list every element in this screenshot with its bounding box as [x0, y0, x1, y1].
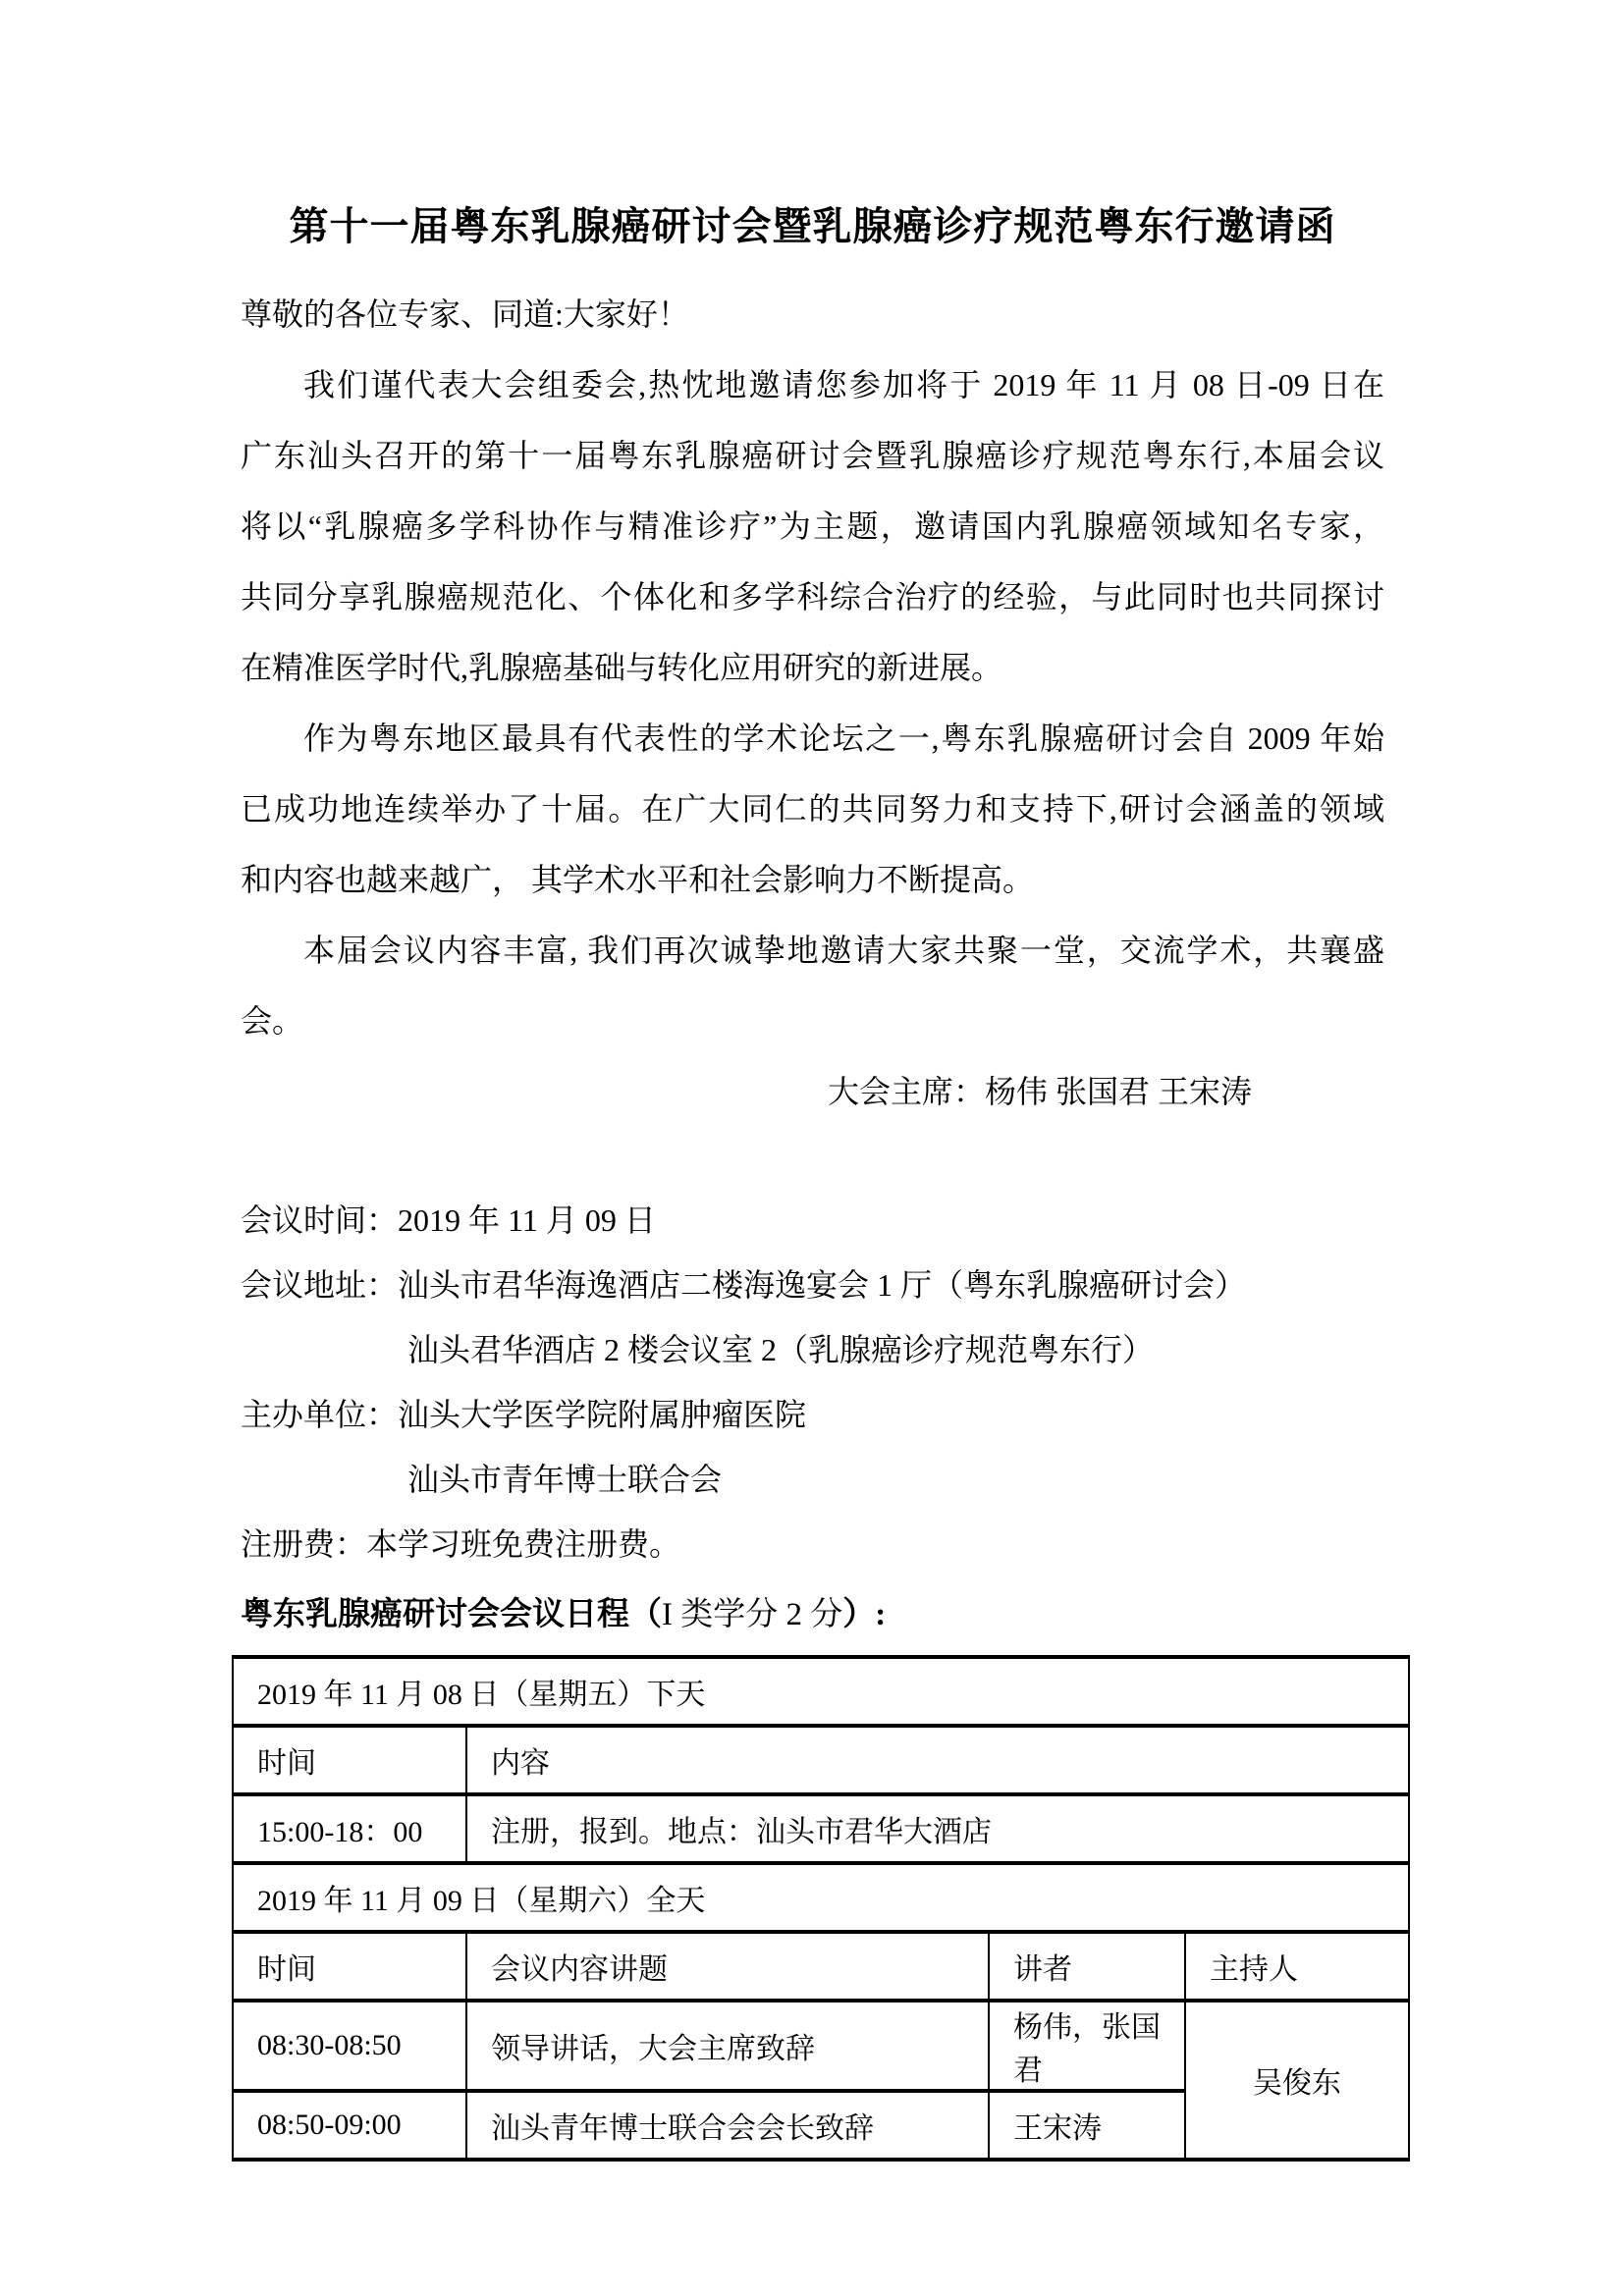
- meeting-address-line-2: 汕头君华酒店 2 楼会议室 2（乳腺癌诊疗规范粤东行）: [407, 1332, 1155, 1367]
- meeting-address-line-1: 会议地址：汕头市君华海逸酒店二楼海逸宴会 1 厅（粤东乳腺癌研讨会）: [241, 1267, 1247, 1303]
- meeting-time-line: 会议时间：2019 年 11 月 09 日: [241, 1202, 656, 1238]
- salutation-line: 尊敬的各位专家、同道:大家好！: [241, 296, 689, 332]
- day2-date-header: 2019 年 11 月 09 日（星期六）全天: [233, 1863, 1409, 1932]
- day1-col-content: 内容: [466, 1726, 1409, 1794]
- document-title: 第十一届粤东乳腺癌研讨会暨乳腺癌诊疗规范粤东行邀请函: [289, 204, 1336, 248]
- body-line: 在精准医学时代,乳腺癌基础与转化应用研究的新进展。: [241, 650, 1003, 685]
- organizer-line-2: 汕头市青年博士联合会: [407, 1462, 723, 1497]
- body-line: 我们谨代表大会组委会,热忱地邀请您参加将于 2019 年 11 月 08 日-09 日在: [303, 367, 1384, 402]
- day2-row1-speaker: 杨伟，张国君: [989, 2001, 1185, 2091]
- conference-chairs-line: 大会主席：杨伟 张国君 王宋涛: [828, 1074, 1253, 1109]
- body-line: 已成功地连续举办了十届。在广大同仁的共同努力和支持下,研讨会涵盖的领域: [241, 791, 1384, 827]
- body-line: 作为粤东地区最具有代表性的学术论坛之一,粤东乳腺癌研讨会自 2009 年始: [303, 721, 1384, 756]
- day2-host-cell: 吴俊东: [1185, 2001, 1409, 2160]
- organizer-line-1: 主办单位：汕头大学医学院附属肿瘤医院: [241, 1397, 807, 1432]
- day2-col-speaker: 讲者: [989, 1932, 1185, 2001]
- day2-date-row: [233, 1863, 1409, 1932]
- day1-date-header: 2019 年 11 月 08 日（星期五）下天: [233, 1657, 1409, 1726]
- day1-date-row: [233, 1657, 1409, 1726]
- meeting-info-block: [241, 1188, 1384, 1576]
- schedule-heading-credit: I 类学分 2 分: [662, 1597, 843, 1632]
- body-line: 将以“乳腺癌多学科协作与精准诊疗”为主题，邀请国内乳腺癌领域知名专家，: [241, 508, 1384, 544]
- body-line: 会。: [241, 1003, 304, 1039]
- body-line: 广东汕头召开的第十一届粤东乳腺癌研讨会暨乳腺癌诊疗规范粤东行,本届会议: [241, 438, 1384, 473]
- body-line: 共同分享乳腺癌规范化、个体化和多学科综合治疗的经验，与此同时也共同探讨: [241, 579, 1384, 614]
- schedule-table: [232, 1655, 1410, 2162]
- paragraph-1: [241, 349, 1384, 703]
- day2-row2-speaker: 王宋涛: [989, 2091, 1185, 2160]
- day2-column-header-row: [233, 1932, 1409, 2001]
- schedule-heading: [241, 1582, 1384, 1647]
- body-line: 本届会议内容丰富, 我们再次诚挚地邀请大家共聚一堂，交流学术，共襄盛: [303, 933, 1384, 968]
- day2-col-host: 主持人: [1185, 1932, 1409, 2001]
- day1-row-time: 15:00-18：00: [233, 1794, 466, 1863]
- day2-row2-topic: 汕头青年博士联合会会长致辞: [466, 2091, 989, 2160]
- day2-row1-time: 08:30-08:50: [233, 2001, 466, 2091]
- day1-column-header-row: [233, 1726, 1409, 1794]
- day2-col-time: 时间: [233, 1932, 466, 2001]
- day2-col-topic: 会议内容讲题: [466, 1932, 989, 2001]
- day1-row-content: 注册，报到。地点：汕头市君华大酒店: [466, 1794, 1409, 1863]
- schedule-heading-bold-end: ）:: [842, 1597, 887, 1632]
- day1-col-time: 时间: [233, 1726, 466, 1794]
- day2-row2-time: 08:50-09:00: [233, 2091, 466, 2160]
- paragraph-2: [241, 703, 1384, 915]
- day2-row1-topic: 领导讲话，大会主席致辞: [466, 2001, 989, 2091]
- paragraph-3: [241, 915, 1384, 1056]
- body-line: 和内容也越来越广， 其学术水平和社会影响力不断提高。: [241, 862, 1035, 897]
- registration-fee-line: 注册费：本学习班免费注册费。: [241, 1526, 681, 1562]
- schedule-heading-bold: 粤东乳腺癌研讨会会议日程（: [241, 1597, 662, 1632]
- table-row: [233, 2001, 1409, 2091]
- table-row: [233, 1794, 1409, 1863]
